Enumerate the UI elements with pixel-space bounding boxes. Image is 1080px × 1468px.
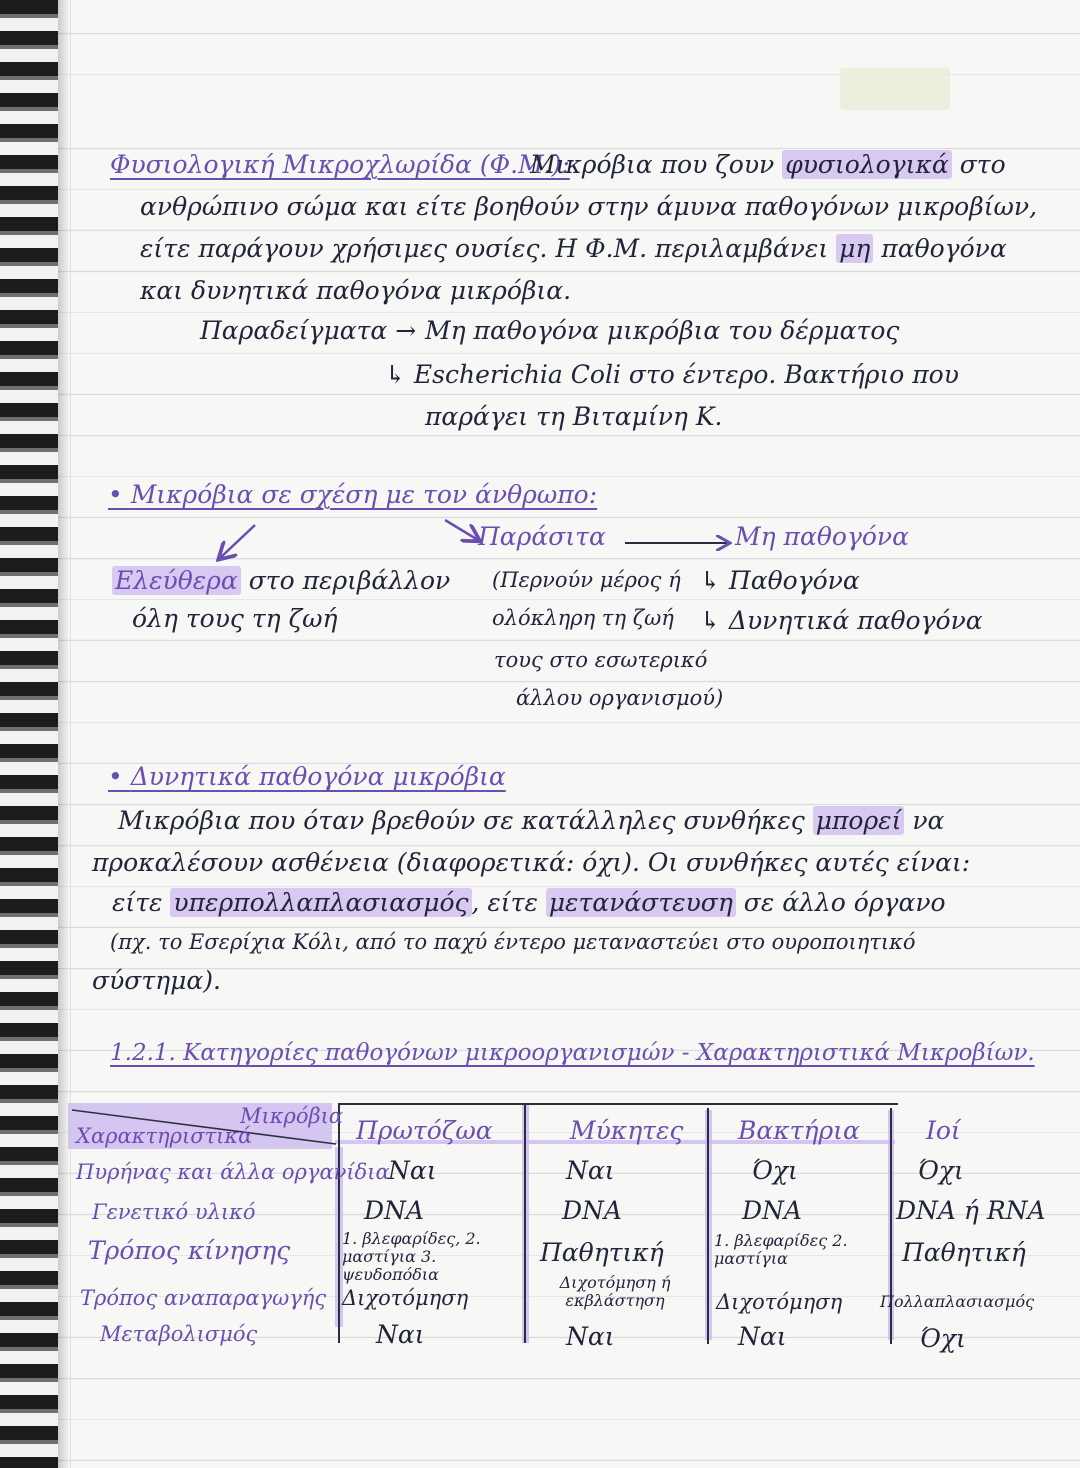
highlight-borei: μπορεί <box>813 806 905 835</box>
cell: Διχοτόμηση <box>342 1286 469 1310</box>
cell: Πολλαπλασιασμός <box>880 1292 1035 1311</box>
parasites-label: Παράσιτα <box>478 522 606 551</box>
cell: DNA <box>562 1196 622 1225</box>
free-living-note: όλη τους τη ζωή <box>132 604 338 633</box>
potential-line-4: (πχ. το Εσερίχια Κόλι, από το παχύ έντερο μεταναστεύει στο ουροποιητικό <box>110 930 916 954</box>
potential-heading: • Δυνητικά παθογόνα μικρόβια <box>108 762 506 791</box>
cell: 1. βλεφαρίδες, 2. μαστίγια 3. ψευδοπόδια <box>342 1229 481 1284</box>
parasites-note-4: άλλου οργανισμού) <box>516 686 724 710</box>
column-viruses: Ιοί <box>926 1116 961 1145</box>
potential-line-1: Μικρόβια που όταν βρεθούν σε κατάλληλες συνθήκες <box>118 806 805 835</box>
potential-line-5: σύστημα). <box>92 966 221 995</box>
corner-characteristics: Χαρακτηριστικά <box>76 1124 253 1148</box>
definition-term: Φυσιολογική Μικροχλωρίδα (Φ.Μ.): <box>110 150 570 179</box>
free-living-label: Ελεύθερα στο περιβάλλον <box>112 566 450 595</box>
example-vitamin-k: παράγει τη Βιταμίνη Κ. <box>425 402 723 431</box>
example-ecoli: ↳ Escherichia Coli στο έντερο. Βακτήριο που <box>385 360 959 389</box>
cell: Ναι <box>738 1322 787 1351</box>
cell: Ναι <box>388 1156 437 1185</box>
cell: Ναι <box>376 1320 425 1349</box>
cell: DNA ή RNA <box>896 1196 1046 1225</box>
cell: DNA <box>742 1196 802 1225</box>
definition-line-4: και δυνητικά παθογόνα μικρόβια. <box>140 276 572 305</box>
cell: Ναι <box>566 1322 615 1351</box>
cell: Ναι <box>566 1156 615 1185</box>
cell: Διχοτόμηση ή εκβλάστηση <box>559 1273 671 1310</box>
cell: Παθητική <box>902 1238 1026 1267</box>
definition-text: Μικρόβια που ζουν <box>530 150 775 179</box>
potential-line-2: προκαλέσουν ασθένεια (διαφορετικά: όχι). Οι συνθήκες αυτές είναι: <box>92 848 971 877</box>
cell: Διχοτόμηση <box>716 1290 843 1314</box>
row-label-reproduction: Τρόπος αναπαραγωγής <box>80 1286 327 1310</box>
highlight-physiologika: φυσιολογικά <box>782 150 952 179</box>
cell: Όχι <box>752 1156 798 1185</box>
column-fungi: Μύκητες <box>570 1116 684 1145</box>
potential-line-3: είτε <box>112 888 163 917</box>
parasites-note-2: ολόκληρη τη ζωή <box>492 606 674 630</box>
parasites-note-3: τους στο εσωτερικό <box>494 648 708 672</box>
highlight-mi: μη <box>836 234 873 263</box>
definition-line-2: ανθρώπινο σώμα και είτε βοηθούν στην άμυνα παθογόνων μικροβίων, <box>140 192 1038 221</box>
row-label-nucleus: Πυρήνας και άλλα οργανίδια <box>76 1160 390 1184</box>
categories-heading: 1.2.1. Κατηγορίες παθογόνων μικροοργανισμών - Χαρακτηριστικά Μικροβίων. <box>110 1040 1035 1066</box>
cell: Όχι <box>918 1156 964 1185</box>
notebook-page: Φυσιολογική Μικροχλωρίδα (Φ.Μ.): Μικρόβια που ζουν φυσιολογικά στο ανθρώπινο σώμα και είτε βοηθούν στην άμυνα παθογόνων μικροβίων, είτε παράγουν χρήσιμες ουσίες. Η Φ.Μ. περιλαμβάνει μη παθογόνα και δυνητικά παθογόνα μικρόβια. Παραδείγματα → Μη παθογόνα μικρόβια του δέρματος ↳ Escherichia Coli στο έντερο. Βακτήριο που παράγει τη Βιταμίνη Κ. • Μικρόβια σε σχέση με τον άνθρωπο: Παράσιτα Μη παθογόνα Ελεύθερα στο περιβάλλον όλη τους τη ζωή (Περνούν μέρος ή ολόκληρη τη ζωή τους στο εσωτερικό άλλου οργανισμού) ↳ Παθογόνα ↳ Δυνητικά παθογόνα • Δυνητικά παθογόνα μικρόβια Μικρόβια που όταν βρεθούν σε κατάλληλες συνθήκες μπορεί να προκαλέσουν ασθένεια (διαφορετικά: όχι). Οι συνθήκες αυτές είναι: είτε υπερπολλαπλασιασμός , είτε μετανάστευση σε άλλο όργανο (πχ. το Εσερίχια Κόλι, από το παχύ έντερο μεταναστεύει στο ουροποιητικό σύστημα). 1.2.1. Κατηγορίες παθογόνων μικροοργανισμών - Χαρακτηριστικά Μικροβίων. Μικρόβια Χαρακτηριστικά Πρωτόζωα Μύκητες Βακτήρια Ιοί Πυρήνας και άλλα οργανίδια Ναι Ναι Όχι Όχι Γενετικό υλικό DNA DNA DNA DNA ή RNA Τρόπος κίνησης 1. βλεφαρίδες, 2. μαστίγια 3. ψευδοπόδια Παθητική 1. βλεφαρίδες 2. μαστίγια Παθητική Τρόπος αναπαραγωγής Διχοτόμηση Διχοτόμηση ή εκβλάστηση Διχοτόμηση Πολλαπλασιασμός Μεταβολισμός Ναι Ναι Ναι Όχι <box>0 0 1080 1468</box>
column-protozoa: Πρωτόζωα <box>356 1116 493 1145</box>
cell: Παθητική <box>540 1238 664 1267</box>
potential-label: ↳ Δυνητικά παθογόνα <box>700 606 983 635</box>
relation-heading: • Μικρόβια σε σχέση με τον άνθρωπο: <box>108 480 598 509</box>
cell: DNA <box>364 1196 424 1225</box>
parasites-note-1: (Περνούν μέρος ή <box>492 568 681 592</box>
definition-line-3: είτε παράγουν χρήσιμες ουσίες. Η Φ.Μ. περιλαμβάνει <box>140 234 829 263</box>
row-label-metabolism: Μεταβολισμός <box>100 1322 258 1346</box>
highlight-migration: μετανάστευση <box>546 888 736 917</box>
corner-microbes: Μικρόβια <box>240 1104 344 1128</box>
column-bacteria: Βακτήρια <box>738 1116 860 1145</box>
pathogenic-label: ↳ Παθογόνα <box>700 566 860 595</box>
cell: Όχι <box>920 1324 966 1353</box>
highlight-overgrowth: υπερπολλαπλασιασμός <box>170 888 471 917</box>
example-skin: Μη παθογόνα μικρόβια του δέρματος <box>425 316 900 345</box>
row-label-genetic-material: Γενετικό υλικό <box>92 1200 256 1224</box>
examples-label: Παραδείγματα → <box>200 316 417 345</box>
cell: 1. βλεφαρίδες 2. μαστίγια <box>714 1231 848 1268</box>
nonpathogenic-label: Μη παθογόνα <box>735 522 910 551</box>
row-label-motility: Τρόπος κίνησης <box>88 1236 291 1265</box>
